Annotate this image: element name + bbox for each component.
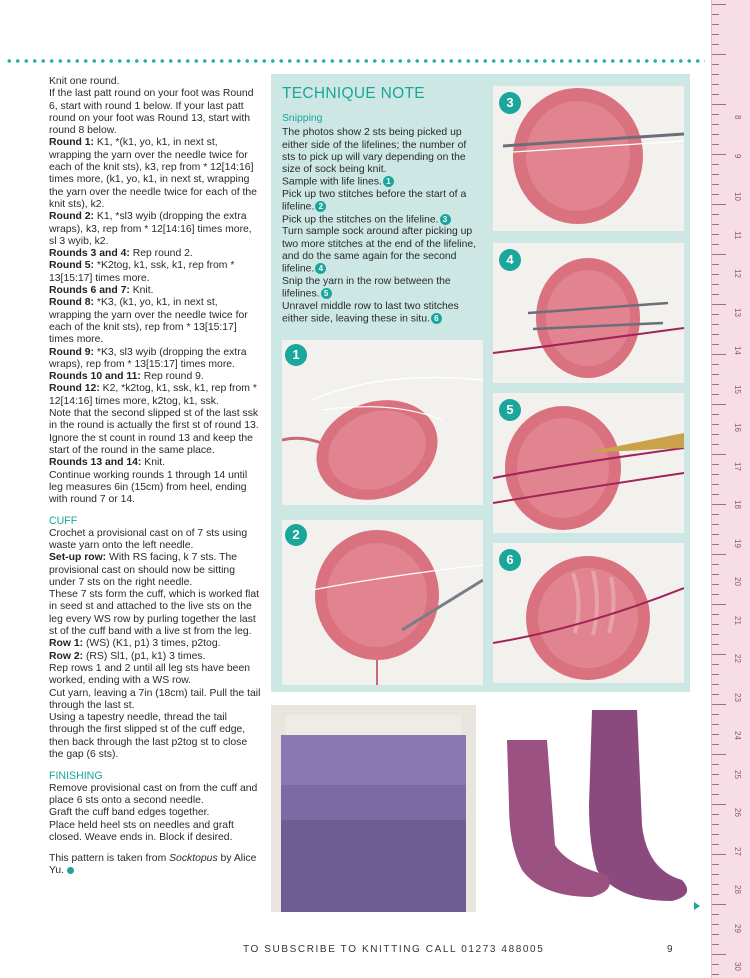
pattern-line: Rounds 3 and 4: Rep round 2. <box>49 248 193 260</box>
ruler-tick <box>712 124 719 125</box>
ruler-tick <box>712 724 719 725</box>
photo-snip-yarn <box>493 393 684 533</box>
cuff-heading: CUFF <box>49 515 78 528</box>
cuff-line: These 7 sts form the cuff, which is worked flat in seed st and attached to the live sts on the leg every WS row by purling together the last st of the cuff band with a live st from the leg. <box>49 589 260 638</box>
cuff-line: Rep rows 1 and 2 until all leg sts have been worked, ending with a WS row. <box>49 662 251 687</box>
ruler-tick <box>712 594 719 595</box>
ruler-tick <box>712 334 719 335</box>
ruler-tick <box>712 954 726 955</box>
finished-socks-image <box>497 705 696 905</box>
ruler-tick <box>712 564 719 565</box>
photo-pick-up-before <box>282 520 483 685</box>
ruler-number: 13 <box>733 307 742 317</box>
technique-step: Pick up two stitches before the start of a lifeline. 2 <box>282 189 467 213</box>
page-number: 9 <box>667 944 673 955</box>
ruler-tick <box>712 234 719 235</box>
ruler-number: 16 <box>733 423 742 432</box>
ruler-tick <box>712 494 719 495</box>
photo-finished-socks <box>497 705 696 905</box>
sock-sample-image <box>493 243 684 383</box>
ruler-tick <box>712 714 719 715</box>
ruler-tick <box>712 674 719 675</box>
cuff-line: Crochet a provisional cast on of 7 sts using waste yarn onto the left needle. <box>49 527 248 551</box>
ruler-tick <box>712 284 719 285</box>
ruler-tick <box>712 874 719 875</box>
ruler-tick <box>712 864 719 865</box>
ruler-number: 23 <box>733 692 742 702</box>
ruler-tick <box>712 464 719 465</box>
ruler-tick <box>712 814 719 815</box>
sock-sample-image <box>282 340 483 505</box>
ruler-tick <box>712 394 719 395</box>
technique-steps <box>282 176 482 325</box>
step-number-icon: 4 <box>315 263 326 274</box>
finishing-heading: FINISHING <box>49 770 103 783</box>
ruler-tick <box>712 694 719 695</box>
ruler-number: 25 <box>733 769 742 779</box>
cuff-instructions <box>49 528 261 762</box>
ruler-number: 10 <box>733 192 742 201</box>
technique-step: Pick up the stitches on the lifeline. 3 <box>282 214 482 227</box>
ruler-tick <box>712 544 719 545</box>
ruler-tick <box>712 204 726 205</box>
technique-step: Sample with life lines. 1 <box>282 176 482 189</box>
ruler-tick <box>712 684 719 685</box>
ruler-tick <box>712 454 726 455</box>
photo-badge: 2 <box>285 524 307 546</box>
pattern-column <box>49 76 261 878</box>
ruler-tick <box>712 844 719 845</box>
photo-pick-up-lifeline <box>493 86 684 231</box>
ruler-tick <box>712 214 719 215</box>
ruler-tick <box>712 94 719 95</box>
ruler-number: 8 <box>733 115 742 120</box>
step-number-icon: 3 <box>440 214 451 225</box>
photo-sample-lifelines <box>282 340 483 505</box>
photo-badge: 3 <box>499 92 521 114</box>
pattern-line: Round 5: *K2tog, k1, ssk, k1, rep from * 13[15:17] times more. <box>49 260 235 284</box>
ruler-number: 21 <box>733 615 742 625</box>
ruler-tick <box>712 274 719 275</box>
ruler-tick <box>712 654 726 655</box>
pattern-line: Ignore the st count in round 13 and keep the start of the round in the same place. <box>49 432 253 456</box>
subscribe-footer: TO SUBSCRIBE TO KNITTING CALL 01273 488005 <box>243 944 545 955</box>
pattern-line: Round 2: K1, *sl3 wyib (dropping the extra wraps), k3, rep from * 12[14:16] times more, sl 3 wyib, k2. <box>49 211 252 247</box>
ruler-tick <box>712 324 719 325</box>
cuff-line: Cut yarn, leaving a 7in (18cm) tail. Pull the tail through the last st. <box>49 687 261 711</box>
ruler-tick <box>712 164 719 165</box>
ruler-tick <box>712 534 719 535</box>
ruler-tick <box>712 834 719 835</box>
pattern-line: Round 12: K2, *k2tog, k1, ssk, k1, rep from * 12[14:16] times more, k2tog, k1, ssk. <box>49 383 257 407</box>
ruler-tick <box>712 254 726 255</box>
ruler-tick <box>712 514 719 515</box>
ruler-tick <box>712 884 719 885</box>
ruler-tick <box>712 424 719 425</box>
ruler-tick <box>712 584 719 585</box>
sock-sample-image <box>493 393 684 533</box>
ruler-tick <box>712 14 719 15</box>
ruler-tick <box>712 964 719 965</box>
ruler-tick <box>712 524 719 525</box>
ruler-tick <box>712 294 719 295</box>
photo-badge: 1 <box>285 344 307 366</box>
pattern-credit: This pattern is taken from Socktopus by Alice Yu. <box>49 853 257 877</box>
ruler-tick <box>712 74 719 75</box>
ruler-tick <box>712 974 719 975</box>
step-number-icon: 2 <box>315 201 326 212</box>
ruler-number: 11 <box>733 230 742 239</box>
finishing-instructions <box>49 783 261 844</box>
ruler-tick <box>712 754 726 755</box>
ruler-tick <box>712 64 719 65</box>
continue-arrow-icon <box>694 902 700 910</box>
finishing-line: Remove provisional cast on from the cuff and place 6 sts onto a second needle. <box>49 782 258 806</box>
pattern-line: Rounds 10 and 11: Rep round 9. <box>49 371 204 383</box>
photo-badge: 6 <box>499 549 521 571</box>
ruler-tick <box>712 154 726 155</box>
photo-turn-sample <box>493 243 684 383</box>
pattern-line: Note that the second slipped st of the last ssk in the round is actually the first st of round 13. <box>49 408 259 432</box>
finishing-line: Graft the cuff band edges together. <box>49 807 210 819</box>
ruler-tick <box>712 624 719 625</box>
ruler-tick <box>712 414 719 415</box>
ruler-tick <box>712 744 719 745</box>
ruler-tick <box>712 784 719 785</box>
ruler-tick <box>712 224 719 225</box>
ruler-number: 27 <box>733 846 742 856</box>
cuff-line: Set-up row: With RS facing, k 7 sts. The provisional cast on should now be sitting under 7 sts on the right needle. <box>49 552 238 588</box>
technique-title: TECHNIQUE NOTE <box>282 85 425 102</box>
ruler-tick <box>712 304 726 305</box>
ruler-tick <box>712 194 719 195</box>
ruler-tick <box>712 924 719 925</box>
ruler-number: 12 <box>733 269 742 278</box>
ruler-tick <box>712 774 719 775</box>
ruler-tick <box>712 34 719 35</box>
ruler-tick <box>712 134 719 135</box>
pattern-line: If the last patt round on your foot was Round 6, start with round 1 below. If your last patt round on your foot was Round 13, start with round 8 below. <box>49 88 254 137</box>
pattern-line: Round 1: K1, *(k1, yo, k1, in next st, wrapping the yarn over the needle twice for each of the knit sts), k3, rep from * 12[14:16] times more, (k1, yo, k1, in next st, wrapping the yarn over the needle twice for each of the knit sts), k2. <box>49 137 257 210</box>
ruler-tick <box>712 374 719 375</box>
ruler-tick <box>712 704 726 705</box>
sock-sample-image <box>282 520 483 685</box>
ruler-tick <box>712 114 719 115</box>
ruler-tick <box>712 824 719 825</box>
ruler-tick <box>712 804 726 805</box>
technique-step: Turn sample sock around after picking up two more stitches at the end of the lifeline, and do the same again for the second lifeline. 4 <box>282 226 477 275</box>
ruler-number: 29 <box>733 923 742 933</box>
photo-sock-cuff-closeup <box>271 705 476 912</box>
ruler-tick <box>712 944 719 945</box>
ruler-number: 18 <box>733 500 742 509</box>
ruler-tick <box>712 404 726 405</box>
photo-badge: 5 <box>499 399 521 421</box>
ruler-tick <box>712 174 719 175</box>
ruler-tick <box>712 854 726 855</box>
ruler-tick <box>712 244 719 245</box>
ruler-tick <box>712 444 719 445</box>
sock-sample-image <box>493 543 684 683</box>
ruler-number: 26 <box>733 808 742 817</box>
technique-step: Unravel middle row to last two stitches either side, leaving these in situ. 6 <box>282 300 459 325</box>
technique-step: Snip the yarn in the row between the lifelines. 5 <box>282 275 451 300</box>
ruler-tick <box>712 484 719 485</box>
cuff-line: Using a tapestry needle, thread the tail through the first slipped st of the cuff edge, then back through the last p2tog st to close the gap (6 sts). <box>49 712 248 761</box>
technique-subtitle: Snipping <box>282 113 323 124</box>
pattern-line: Rounds 13 and 14: Knit. <box>49 457 166 469</box>
pattern-line: Continue working rounds 1 through 14 until leg measures 6in (15cm) from heel, ending with round 7 or 14. <box>49 469 248 506</box>
pattern-line: Round 9: *K3, sl3 wyib (dropping the extra wraps), rep from * 13[15:17] times more. <box>49 346 247 370</box>
ruler-number: 9 <box>733 153 742 158</box>
ruler-tick <box>712 384 719 385</box>
ruler-tick <box>712 904 726 905</box>
ruler-tick <box>712 264 719 265</box>
ruler-number: 19 <box>733 538 742 548</box>
ruler-tick <box>712 54 726 55</box>
dotted-divider <box>5 57 705 65</box>
ruler-tick <box>712 344 719 345</box>
step-number-icon: 1 <box>383 176 394 187</box>
ruler-tick <box>712 474 719 475</box>
finishing-line: Place held heel sts on needles and graft closed. Weave ends in. Block if desired. <box>49 819 234 843</box>
sock-leg-image <box>271 705 476 912</box>
ruler-number: 17 <box>733 461 742 471</box>
ruler-tick <box>712 634 719 635</box>
pattern-line: Knit one round. <box>49 76 120 87</box>
ruler-tick <box>712 104 726 105</box>
end-dot-icon <box>67 867 74 874</box>
measuring-ruler <box>711 0 750 978</box>
ruler-tick <box>712 794 719 795</box>
ruler-number: 20 <box>733 577 742 586</box>
ruler-tick <box>712 554 726 555</box>
ruler-tick <box>712 184 719 185</box>
ruler-tick <box>712 574 719 575</box>
ruler-number: 24 <box>733 731 742 740</box>
ruler-tick <box>712 914 719 915</box>
ruler-tick <box>712 144 719 145</box>
ruler-tick <box>712 434 719 435</box>
ruler-number: 30 <box>733 962 742 971</box>
ruler-number: 15 <box>733 384 742 394</box>
ruler-number: 28 <box>733 885 742 894</box>
ruler-tick <box>712 604 726 605</box>
ruler-tick <box>712 4 726 5</box>
ruler-tick <box>712 734 719 735</box>
technique-intro: The photos show 2 sts being picked up either side of the lifelines; the number of sts to pick up will vary depending on the size of sock being knit. <box>282 127 467 176</box>
ruler-tick <box>712 894 719 895</box>
ruler-tick <box>712 314 719 315</box>
ruler-tick <box>712 44 719 45</box>
ruler-number: 14 <box>733 346 742 355</box>
ruler-tick <box>712 644 719 645</box>
technique-body <box>282 113 482 326</box>
sock-sample-image <box>493 86 684 231</box>
ruler-tick <box>712 614 719 615</box>
ruler-number: 22 <box>733 654 742 663</box>
ruler-tick <box>712 934 719 935</box>
ruler-tick <box>712 364 719 365</box>
ruler-tick <box>712 84 719 85</box>
ruler-tick <box>712 764 719 765</box>
cuff-line: Row 1: (WS) (K1, p1) 3 times, p2tog. <box>49 638 221 650</box>
step-number-icon: 6 <box>431 313 442 324</box>
pattern-line: Rounds 6 and 7: Knit. <box>49 285 154 297</box>
ruler-tick <box>712 504 726 505</box>
ruler-tick <box>712 664 719 665</box>
photo-badge: 4 <box>499 249 521 271</box>
ruler-tick <box>712 24 719 25</box>
pattern-line: Round 8: *K3, (k1, yo, k1, in next st, wrapping the yarn over the needle twice for each of the knit sts), rep from * 13[15:17] times more. <box>49 297 248 346</box>
step-number-icon: 5 <box>321 288 332 299</box>
ruler-tick <box>712 354 726 355</box>
photo-unravel-row <box>493 543 684 683</box>
pattern-rounds <box>49 76 261 506</box>
cuff-line: Row 2: (RS) Sl1, (p1, k1) 3 times. <box>49 650 206 662</box>
